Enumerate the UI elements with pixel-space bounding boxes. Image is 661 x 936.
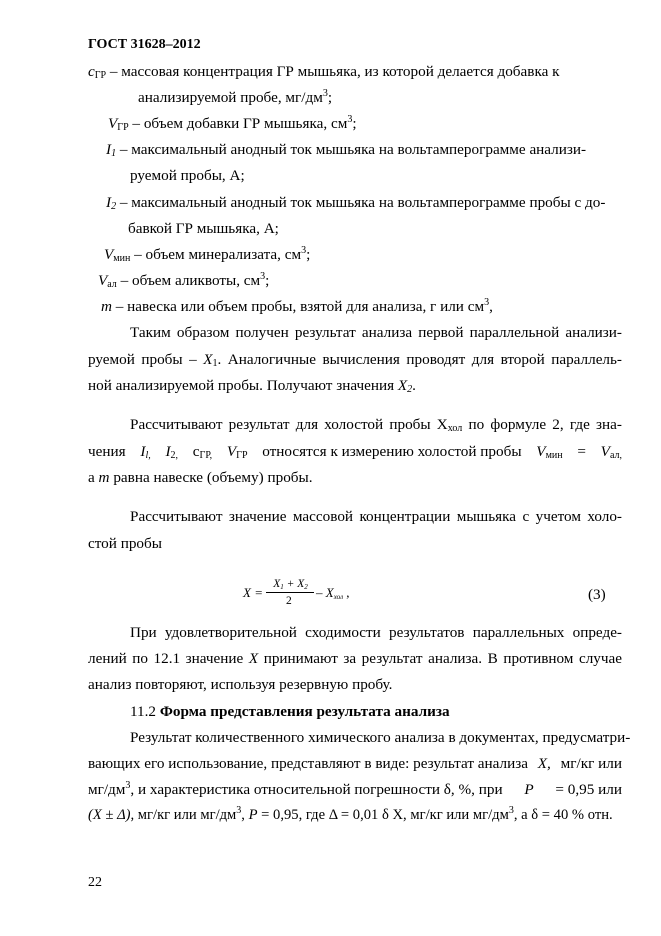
paragraph-convergence-line-2: лений по 12.1 значение X принимают за результат анализа. В противном случае — [88, 650, 622, 667]
paragraph-result-form-line-4: (X ± Δ), мг/кг или $мг/дм^3$, P = 0,95, где Δ = 0,01 δ X, мг/кг или $мг/дм^3$, а δ = 40 % отн. — [88, 805, 613, 823]
formula-number: (3) — [588, 586, 606, 603]
document-header: ГОСТ 31628–2012 — [88, 37, 201, 52]
legend-item-c-gr-continued: анализируемой пробе, $мг/дм^3$; — [138, 88, 333, 106]
formula-numerator: $X_1 + X_2$ — [273, 578, 308, 591]
legend-item-c-gr: $c_{ГР}$ – массовая концентрация ГР мышьяка, из которой делается добавка к — [88, 63, 560, 81]
paragraph-mass-concentration-line-1: Рассчитывают значение массовой концентрации мышьяка с учетом холо- — [130, 508, 622, 525]
paragraph-result-form-line-1: Результат количественного химического анализа в документах, предусматри- — [130, 729, 631, 746]
section-heading: 11.2 Форма представления результата анализа — [130, 703, 450, 720]
legend-item-i1: $I_1$ – максимальный анодный ток мышьяка на вольтамперограмме анализи- — [106, 141, 587, 159]
paragraph-result-line-1: Таким образом получен результат анализа первой параллельной анализи- — [130, 324, 622, 341]
formula-denominator: 2 — [286, 595, 292, 607]
legend-item-i2: $I_2$ – максимальный анодный ток мышьяка на вольтамперограмме пробы с до- — [106, 194, 606, 212]
formula-lhs: X = — [243, 585, 263, 600]
legend-item-i2-continued: бавкой ГР мышьяка, А; — [128, 220, 279, 237]
page-number: 22 — [88, 875, 102, 890]
legend-item-i1-continued: руемой пробы, А; — [130, 167, 245, 184]
formula-fraction-bar — [266, 592, 314, 593]
formula-subtrahend: – $X_{хол}$ , — [316, 585, 350, 601]
paragraph-mass-concentration-line-2: стой пробы — [88, 535, 162, 552]
paragraph-result-line-3: ной анализируемой пробы. Получают значения $X_2$. — [88, 377, 416, 395]
paragraph-result-line-2: руемой пробы – $X_1$. Аналогичные вычисления проводят для второй параллель- — [88, 351, 622, 369]
paragraph-result-form-line-3: $мг/дм^3$, и характеристика относительной погрешности δ, %, при P = 0,95 или — [88, 780, 622, 798]
legend-item-v-al: $V_{ал}$ – объем аликвоты, $см^3$; — [98, 271, 270, 290]
legend-item-v-min: $V_{мин}$ – объем минерализата, $см^3$; — [104, 245, 311, 264]
paragraph-convergence-line-1: При удовлетворительной сходимости результатов параллельных опреде- — [130, 624, 622, 641]
paragraph-convergence-line-3: анализ повторяют, используя резервную пробу. — [88, 676, 393, 693]
paragraph-blank-line-3: а m равна навеске (объему) пробы. — [88, 469, 313, 486]
legend-item-v-gr: $V_{ГР}$ – объем добавки ГР мышьяка, $см^3$; — [108, 114, 357, 133]
legend-item-m: m – навеска или объем пробы, взятой для анализа, г или $см^3$, — [101, 297, 493, 315]
paragraph-blank-line-1: Рассчитывают результат для холостой пробы $Х_{хол}$ по формуле 2, где зна- — [130, 416, 622, 434]
paragraph-result-form-line-2: вающих его использование, представляют в виде: результат анализа X, мг/кг или — [88, 755, 622, 772]
paragraph-blank-line-2: чения $I_{l,}$ $I_{2,}$ $с_{ГР,}$ $V_{ГР}$ относятся к измерению холостой пробы $V_{мин}$ = $V_{ал,}$ — [88, 443, 622, 461]
